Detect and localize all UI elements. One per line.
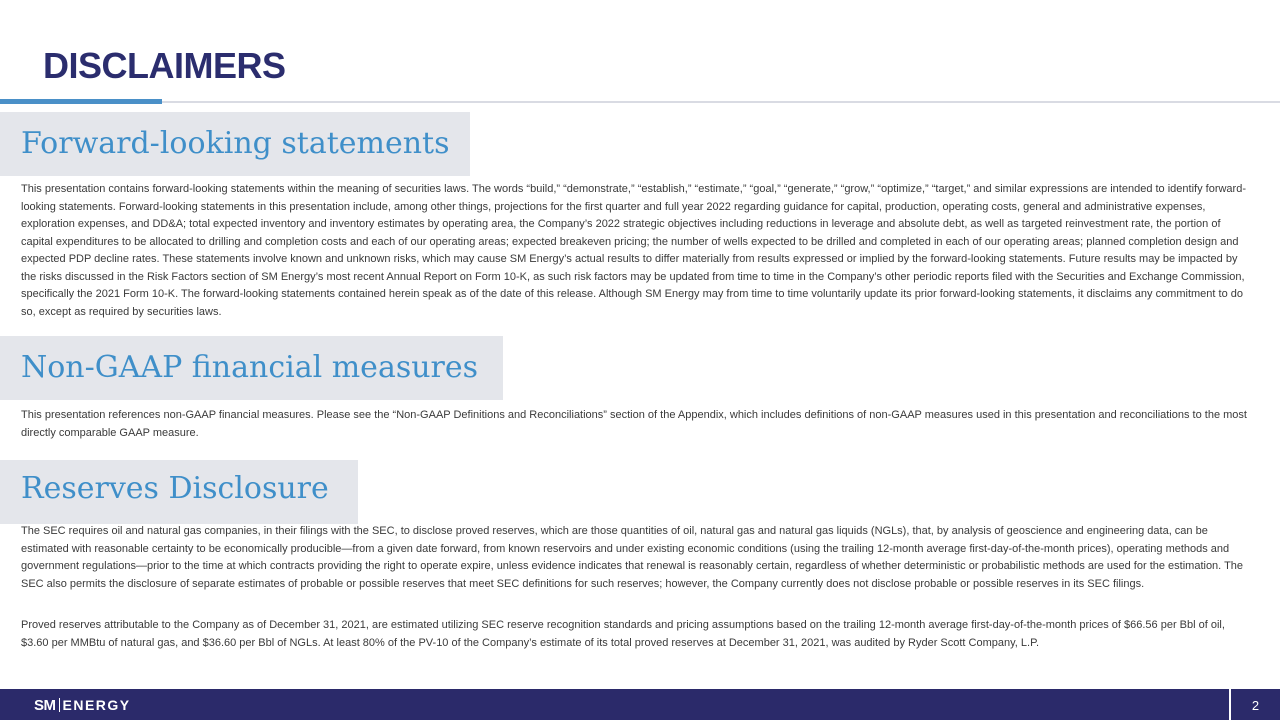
footer-bar <box>0 689 1280 720</box>
logo-divider <box>59 698 60 712</box>
page-number: 2 <box>1251 698 1260 713</box>
sm-energy-logo <box>34 695 131 715</box>
non-gaap-paragraph: This presentation references non-GAAP financial measures. Please see the “Non-GAAP Definitions and Reconciliations” section of the Appendix, which includes definitions of non-GAAP measures used in this presentation and reconciliations to the most directly comparable GAAP measure. <box>21 409 1247 439</box>
page-title: DISCLAIMERS <box>43 45 286 86</box>
reserves-paragraph-1: The SEC requires oil and natural gas companies, in their filings with the SEC, to disclose proved reserves, which are those quantities of oil, natural gas and natural gas liquids (NGLs), that, by analysis of geoscience and engineering data, can be estimated with reasonable certainty to be economically producible—from a given date forward, from known reservoirs and under existing economic conditions (using the trailing 12-month average first-day-of-the-month prices), operating methods and government regulations—prior to the time at which contracts providing the right to operate expire, unless evidence indicates that renewal is reasonably certain, regardless of whether deterministic or probabilistic methods are used for the estimation. The SEC also permits the disclosure of separate estimates of probable or possible reserves that meet SEC definitions for such reserves; however, the Company currently does not disclose probable or possible reserves in its SEC filings. <box>21 525 1244 590</box>
section-heading-reserves: Reserves Disclosure <box>21 471 329 506</box>
section-heading-forward-looking: Forward-looking statements <box>21 126 450 161</box>
title-divider <box>0 101 1280 103</box>
section-heading-non-gaap: Non-GAAP financial measures <box>21 350 479 385</box>
logo-sm-text: SM <box>34 696 56 714</box>
title-accent-bar <box>0 99 162 104</box>
reserves-paragraph-2: Proved reserves attributable to the Company as of December 31, 2021, are estimated utilizing SEC reserve recognition standards and pricing assumptions based on the trailing 12-month average first-day-of-the-month prices of $66.56 per Bbl of oil, $3.60 per MMBtu of natural gas, and $36.60 per Bbl of NGLs. At least 80% of the PV-10 of the Company’s estimate of its total proved reserves at December 31, 2021, was audited by Ryder Scott Company, L.P. <box>21 619 1225 649</box>
forward-looking-paragraph: This presentation contains forward-looking statements within the meaning of securities laws. The words “build,” “demonstrate,” “establish,” “estimate,” “goal,” “generate,” “grow,” “optimize,” “target,” and similar expressions are intended to identify forward-looking statements. Forward-looking statements in this presentation include, among other things, projections for the first quarter and full year 2022 regarding guidance for capital, production, operating costs, general and administrative expenses, exploration expenses, and DD&A; total expected inventory and inventory estimates by operating area, the Company’s 2022 strategic objectives including reductions in leverage and absolute debt, as well as targeted reinvestment rate, the portion of capital expenditures to be allocated to drilling and completion costs and each of our operating areas; expected breakeven pricing; the number of wells expected to be drilled and completed in each of our operating areas; planned completion design and expected PDP decline rates. These statements involve known and unknown risks, which may cause SM Energy’s actual results to differ materially from results expressed or implied by the forward-looking statements. Future results may be impacted by the risks discussed in the Risk Factors section of SM Energy’s most recent Annual Report on Form 10-K, as such risk factors may be updated from time to time in the Company’s other periodic reports filed with the Securities and Exchange Commission, specifically the 2021 Form 10-K. The forward-looking statements contained herein speak as of the date of this release. Although SM Energy may from time to time voluntarily update its prior forward-looking statements, it disclaims any commitment to do so, except as required by securities laws. <box>21 183 1246 318</box>
logo-energy-text: ENERGY <box>62 697 131 713</box>
